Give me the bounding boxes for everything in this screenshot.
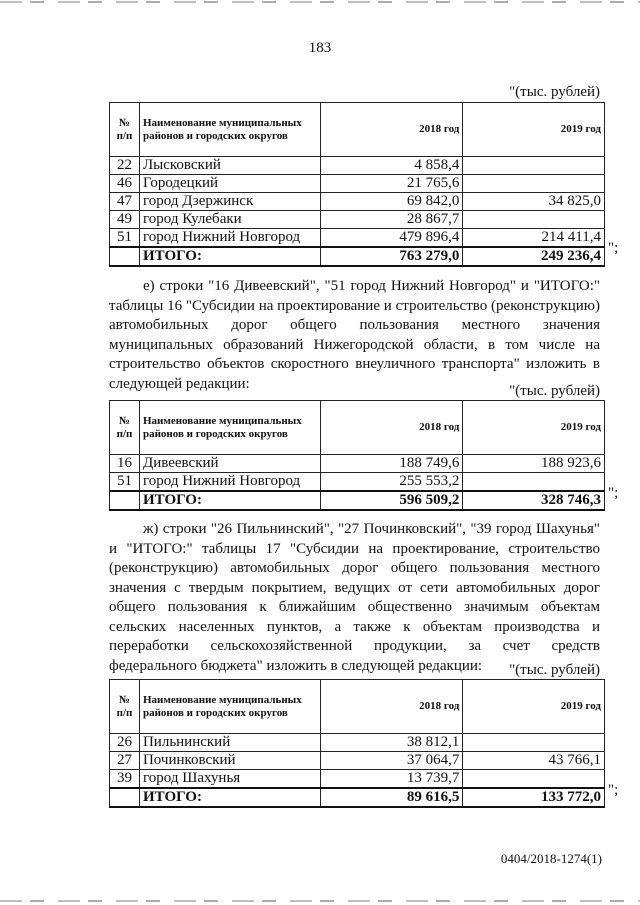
table-row <box>110 193 605 211</box>
cell-2019 <box>463 734 605 752</box>
cell-2018: 13 739,7 <box>320 770 463 789</box>
cell-2019: 188 923,6 <box>463 455 605 473</box>
cell-num: 16 <box>110 455 140 473</box>
cell-num: 46 <box>110 175 140 193</box>
table-header <box>110 401 605 455</box>
unit-label: "(тыс. рублей) <box>509 383 600 399</box>
table-header <box>110 680 605 734</box>
paragraph-zh: ж) строки "26 Пильнинский", "27 Починковский", "39 город Шахунья" и "ИТОГО:" таблицы 17 "Субсидии на проектирование, строительство (реконструкцию) автомобильных дорог общего пользования местного значения с твердым покрытием, ведущих от сети автомобильных дорог общего пользования к ближайшим общественно значимым объектам сельских населенных пунктов, а также к объектам производства и переработки сельскохозяйственной продукции, за счет средств федерального бюджета" изложить в следующей редакции: <box>109 521 600 674</box>
header-2018: 2018 год <box>320 103 463 157</box>
cell-num: 51 <box>110 229 140 248</box>
cell-name: Пильнинский <box>139 734 320 752</box>
cell-num <box>110 247 140 266</box>
scan-artifact-bottom <box>0 900 640 902</box>
cell-2019 <box>463 211 605 229</box>
scan-artifact-top <box>0 1 640 3</box>
cell-name: Лысковский <box>139 157 320 175</box>
total-2019: 133 772,0 <box>463 788 605 807</box>
quote-close: "; <box>608 485 619 501</box>
table-row <box>110 752 605 770</box>
unit-label: "(тыс. рублей) <box>509 84 600 100</box>
cell-num: 26 <box>110 734 140 752</box>
table-row <box>110 175 605 193</box>
header-name: Наименование муниципальных районов и городских округов <box>139 680 320 734</box>
cell-2018: 479 896,4 <box>320 229 463 248</box>
table-row <box>110 157 605 175</box>
header-2019: 2019 год <box>463 401 605 455</box>
table-2 <box>109 400 605 511</box>
total-2018: 763 279,0 <box>320 247 463 266</box>
quote-close: "; <box>608 782 619 798</box>
cell-2019 <box>463 770 605 789</box>
cell-name: Починковский <box>139 752 320 770</box>
quote-close: "; <box>608 240 619 256</box>
paragraph-e: е) строки "16 Дивеевский", "51 город Нижний Новгород" и "ИТОГО:" таблицы 16 "Субсидии на проектирование и строительство (реконструкцию) автомобильных дорог общего пользования местного значения муниципальных образований Нижегородской области, в том числе на строительство объектов скоростного внеуличного транспорта" изложить в следующей редакции: <box>109 278 600 392</box>
total-2019: 328 746,3 <box>463 491 605 510</box>
total-2018: 89 616,5 <box>320 788 463 807</box>
table-total-row <box>110 247 605 266</box>
header-2018: 2018 год <box>320 401 463 455</box>
cell-name: Городецкий <box>139 175 320 193</box>
total-label: ИТОГО: <box>139 491 320 510</box>
cell-2018: 37 064,7 <box>320 752 463 770</box>
header-2019: 2019 год <box>463 103 605 157</box>
cell-num <box>110 788 140 807</box>
total-label: ИТОГО: <box>139 247 320 266</box>
cell-2018: 38 812,1 <box>320 734 463 752</box>
cell-2019: 43 766,1 <box>463 752 605 770</box>
cell-2019: 214 411,4 <box>463 229 605 248</box>
cell-num <box>110 491 140 510</box>
total-2019: 249 236,4 <box>463 247 605 266</box>
table-row <box>110 455 605 473</box>
header-num: № п/п <box>110 680 140 734</box>
cell-name: город Нижний Новгород <box>139 473 320 492</box>
cell-num: 51 <box>110 473 140 492</box>
cell-2018: 255 553,2 <box>320 473 463 492</box>
table-total-row <box>110 788 605 807</box>
cell-2018: 188 749,6 <box>320 455 463 473</box>
cell-name: город Дзержинск <box>139 193 320 211</box>
table-row <box>110 770 605 789</box>
cell-2019 <box>463 175 605 193</box>
cell-num: 22 <box>110 157 140 175</box>
total-2018: 596 509,2 <box>320 491 463 510</box>
cell-name: город Нижний Новгород <box>139 229 320 248</box>
table-1 <box>109 102 605 267</box>
table-3 <box>109 679 605 808</box>
header-2019: 2019 год <box>463 680 605 734</box>
table-row <box>110 734 605 752</box>
cell-2019 <box>463 157 605 175</box>
cell-2019: 34 825,0 <box>463 193 605 211</box>
cell-name: город Кулебаки <box>139 211 320 229</box>
cell-2018: 4 858,4 <box>320 157 463 175</box>
cell-name: Дивеевский <box>139 455 320 473</box>
cell-2019 <box>463 473 605 492</box>
table-row <box>110 473 605 492</box>
cell-num: 27 <box>110 752 140 770</box>
cell-num: 49 <box>110 211 140 229</box>
header-num: № п/п <box>110 401 140 455</box>
cell-num: 39 <box>110 770 140 789</box>
cell-2018: 21 765,6 <box>320 175 463 193</box>
unit-label: "(тыс. рублей) <box>509 662 600 678</box>
header-num: № п/п <box>110 103 140 157</box>
cell-num: 47 <box>110 193 140 211</box>
cell-2018: 28 867,7 <box>320 211 463 229</box>
header-name: Наименование муниципальных районов и городских округов <box>139 401 320 455</box>
table-row <box>110 229 605 248</box>
total-label: ИТОГО: <box>139 788 320 807</box>
table-total-row <box>110 491 605 510</box>
header-2018: 2018 год <box>320 680 463 734</box>
header-name: Наименование муниципальных районов и городских округов <box>139 103 320 157</box>
page-number: 183 <box>308 40 332 56</box>
document-code: 0404/2018-1274(1) <box>500 851 602 866</box>
cell-name: город Шахунья <box>139 770 320 789</box>
table-row <box>110 211 605 229</box>
table-header <box>110 103 605 157</box>
cell-2018: 69 842,0 <box>320 193 463 211</box>
